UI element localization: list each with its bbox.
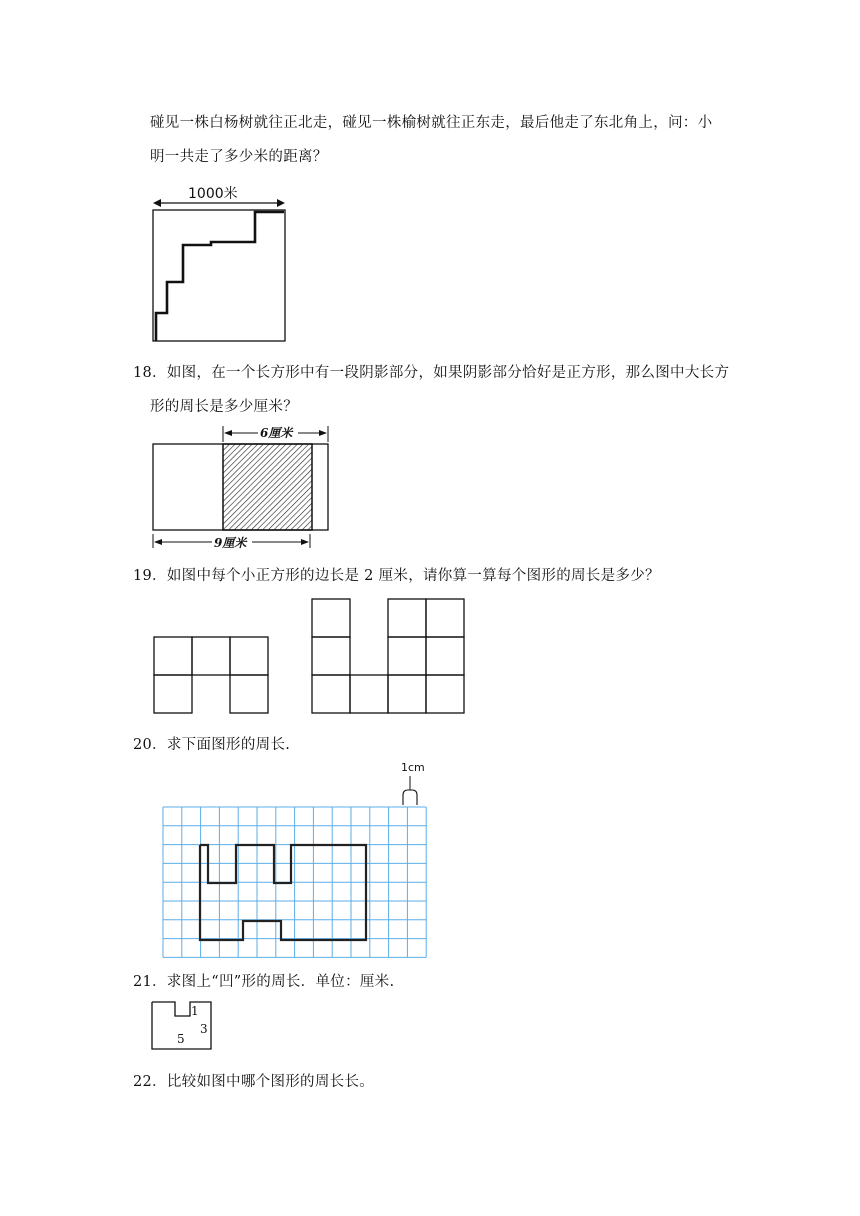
- q21-text-line-1: 21．求图上“凹”形的周长．单位：厘米.: [133, 974, 395, 990]
- q20-unit-label: 1cm: [401, 761, 425, 774]
- q19-text-line-1: 19．如图中每个小正方形的边长是 2 厘米，请你算一算每个图形的周长是多少？: [133, 568, 660, 584]
- q18-text-line-2: 形的周长是多少厘米？: [150, 399, 298, 415]
- q21-label-3: 3: [200, 1022, 208, 1036]
- q21-label-1: 1: [191, 1004, 199, 1018]
- q18-text-line-1: 18．如图，在一个长方形中有一段阴影部分，如果阴影部分恰好是正方形，那么图中大长方: [133, 365, 730, 381]
- q17-text-line-2: 明一共走了多少米的距离？: [150, 149, 328, 165]
- q17-text-line-1: 碰见一株白杨树就往正北走，碰见一株榆树就往正东走，最后他走了东北角上，问：小: [150, 115, 713, 131]
- q18-bottom-label: 9厘米: [214, 536, 247, 550]
- q17-dimension-label: 1000米: [188, 186, 238, 202]
- q20-text-line-1: 20．求下面图形的周长.: [133, 737, 291, 753]
- q18-top-label: 6厘米: [260, 426, 293, 440]
- q21-label-5: 5: [177, 1032, 185, 1046]
- q22-text-line-1: 22．比较如图中哪个图形的周长长。: [133, 1074, 375, 1090]
